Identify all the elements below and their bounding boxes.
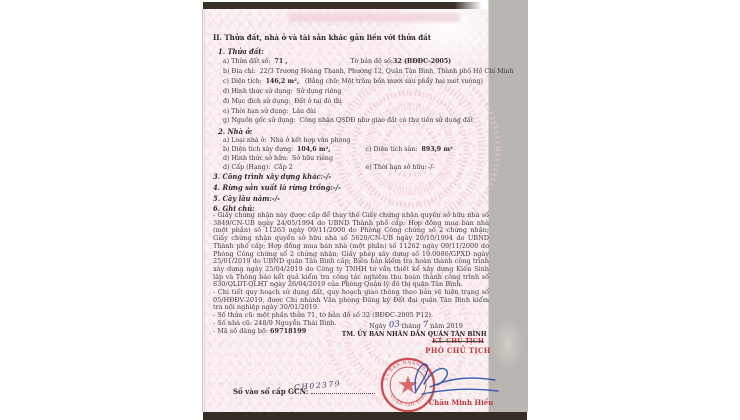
scan-edge-bottom xyxy=(203,412,527,420)
use-form-value: Sử dụng riêng xyxy=(296,87,342,95)
svg-text:ỦY BAN NHÂN DÂN: ỦY BAN NHÂN DÂN xyxy=(384,360,432,382)
note-4: - Số nhà cũ: 248/9 Nguyễn Thái Bình. xyxy=(213,318,337,327)
gcn-label: Số vào sổ cấp GCN: xyxy=(233,387,309,396)
scan-edge-top xyxy=(203,2,482,9)
registry-code-number: 69718199 xyxy=(270,326,307,335)
use-purpose-label: đ) Mục đích sử dụng: xyxy=(223,97,291,105)
use-term-row xyxy=(223,107,316,116)
build-area-label: b) Diện tích xây dựng: xyxy=(223,145,294,153)
handwritten-month: 7 xyxy=(422,319,429,331)
signature-scribble xyxy=(402,352,502,400)
authority-line: TM. ỦY BAN NHÂN DÂN QUẬN TÂN BÌNH xyxy=(341,330,487,338)
signer-name: Châu Minh Hiếu xyxy=(428,398,494,407)
vice-chairman-title: PHÓ CHỦ TỊCH xyxy=(425,346,491,355)
origin-label: g) Nguồn gốc sử dụng: xyxy=(223,116,296,124)
kt-chu-tich-line: KT. CHỦ TỊCH xyxy=(432,337,484,345)
grade-value: Cấp 2 xyxy=(274,163,293,171)
address-label: b) Địa chỉ: xyxy=(223,67,256,75)
gcn-handwritten-number: CH02379 xyxy=(293,378,342,393)
note-2: - Chi tiết quy hoạch sử dụng đất, quy hoạch giao thông theo bản vẽ hiện trạng số 05/HĐĐV-2019, được Chi nhánh Văn phòng Đăng ký Đất đai quận Tân Bình kiểm tra nội nghiệp ngày 30/01/2019. xyxy=(213,288,489,312)
area-value: 146,2 m², xyxy=(265,77,300,85)
map-sheet-label: Tờ bản đồ số: xyxy=(350,57,394,65)
use-form-row xyxy=(223,87,341,96)
use-form-label: d) Hình thức sử dụng: xyxy=(223,87,293,95)
floor-area-label: c) Diện tích sàn: xyxy=(365,145,418,153)
handwritten-day: 03 xyxy=(388,319,400,331)
date-word-nam: năm 2019 xyxy=(430,322,463,330)
date-word-thang: tháng xyxy=(401,322,421,330)
use-term-value: Lâu dài xyxy=(292,107,316,115)
note-1: - Giấy chứng nhận này được cấp để thay thế Giấy chứng nhận quyền sở hữu nhà số 3849/CN-UB ngày 24/05/1994 do UBND Thành phố cấp; Hợp đồng mua bán nhà (một phần) số 11263 ngày 09/11/2000 do Phòng Công chứng số 2 chứng nhận; Giấy chứng nhận quyền sở hữu nhà số 5620/CN-UB ngày 20/10/1994 do UBND Thành phố cấp; Hợp đồng mua bán nhà (một phần) số 11262 ngày 09/11/2000 do Phòng Công chứng số 2 chứng nhận; Giấy phép xây dựng số 19.0086/GPXD ngày 25/01/2019 do UBND quận Tân Bình cấp; Biên bản kiểm tra hoàn thành công trình xây dựng ngày 25/04/2019 do Công ty TNHH tư vấn thiết kế xây dựng Kiến Sinh lập và Thông báo kết quả kiểm tra công tác nghiệm thu hoàn thành công trình số 830/QLDT-QLHT ngày 26/04/2019 của Phòng Quản lý đô thị quận Tân Bình. xyxy=(213,211,489,289)
section2-title: II. Thửa đất, nhà ở và tài sản khác gắn liền với thửa đất xyxy=(213,33,431,42)
faded-header-band xyxy=(288,13,460,22)
notes-block xyxy=(213,212,489,335)
house-heading: 2. Nhà ở: xyxy=(218,127,253,136)
address-row xyxy=(223,67,514,76)
build-area-row xyxy=(223,145,453,154)
map-sheet-value: 32 (BĐĐC-2005) xyxy=(393,57,452,65)
use-term-label: e) Thời hạn sử dụng: xyxy=(223,107,289,115)
area-row xyxy=(223,77,483,86)
date-word-ngay: Ngày xyxy=(369,322,387,330)
own-term-value: -/- xyxy=(428,163,435,171)
section3-heading: 3. Công trình xây dựng khác:-/- xyxy=(213,172,332,181)
ownership-row xyxy=(223,154,333,163)
grade-label: d) Cấp (Hạng): xyxy=(223,163,271,171)
build-area-value: 104,6 m², xyxy=(297,145,331,153)
parcel-heading: 1. Thửa đất: xyxy=(218,47,264,56)
address-value: 22/3 Trương Hoàng Thanh, Phường 12, Quận Tân Bình, Thành phố Hồ Chí Minh xyxy=(259,67,514,75)
svg-text:QUẬN TÂN BÌNH: QUẬN TÂN BÌNH xyxy=(388,391,429,409)
parcel-number-row xyxy=(223,57,452,66)
registry-code-label: - Mã số đăng bộ: xyxy=(213,326,271,335)
use-purpose-row xyxy=(223,97,342,106)
house-type-row xyxy=(223,136,350,145)
ownership-value: Sở hữu riêng xyxy=(292,154,333,162)
section5-heading: 5. Cây lâu năm:-/- xyxy=(213,194,280,203)
ownership-label: d) Hình thức sở hữu: xyxy=(223,154,289,162)
area-label: c) Diện tích: xyxy=(223,77,262,85)
own-term-label: e) Thời hạn sở hữu: xyxy=(365,163,427,171)
grade-row xyxy=(223,163,435,172)
section6-heading: 6. Ghi chú: xyxy=(213,204,255,213)
house-type-value: Nhà ở kết hợp văn phòng xyxy=(270,136,351,144)
origin-value: Công nhận QSDĐ như giao đất có thu tiền sử dụng đất xyxy=(299,116,474,124)
house-type-label: a) Loại nhà ở: xyxy=(223,136,267,144)
note-3: - Số thửa cũ: một phần thửa 71, tờ bản đồ số 32 (BĐĐC-2005 P12). xyxy=(213,311,434,320)
parcel-number-value: 71 , xyxy=(274,57,288,65)
floor-area-value: 893,9 m² xyxy=(421,145,453,153)
parcel-number-label: a) Thửa đất số: xyxy=(223,57,271,65)
use-purpose-value: Đất ở tại đô thị xyxy=(294,97,342,105)
area-words: (Bằng chữ: Một trăm bốn mươi sáu phẩy hai mét vuông) xyxy=(304,77,483,85)
origin-row xyxy=(223,116,473,125)
section4-heading: 4. Rừng sản xuất là rừng trồng:-/- xyxy=(213,183,341,192)
